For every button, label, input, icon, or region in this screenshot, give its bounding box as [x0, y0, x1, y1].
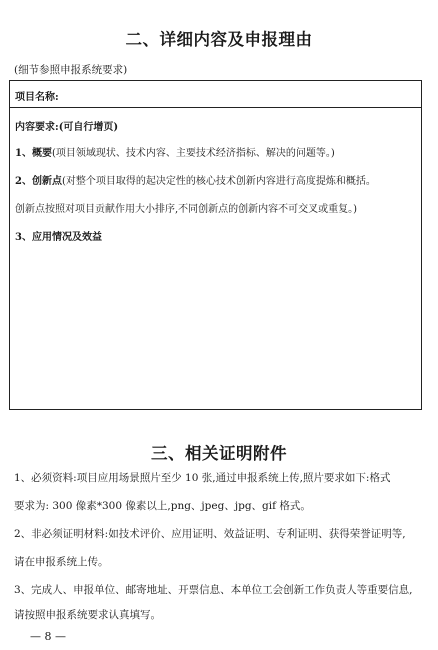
item-1-label: 1、概要: [15, 148, 52, 159]
item-3-label: 3、应用情况及效益: [15, 232, 102, 243]
paragraph-1-line2: 要求为: 300 像素*300 像素以上,png、jpeg、jpg、gif 格式。: [14, 500, 311, 512]
item-1-summary: [15, 144, 335, 159]
section-3-title: 三、相关证明附件: [151, 444, 287, 463]
paragraph-3-line2: 请按照申报系统要求认真填写。: [14, 609, 161, 621]
section-2-note: (细节参照申报系统要求): [14, 64, 128, 76]
item-2-text-line1: (对整个项目取得的起决定性的核心技术创新内容进行高度提炼和概括。: [61, 176, 376, 187]
paragraph-3-line1: 3、完成人、申报单位、邮寄地址、开票信息、本单位工会创新工作负责人等重要信息,: [14, 584, 413, 596]
item-2-text-line2: 创新点按照对项目贡献作用大小排序,不同创新点的创新内容不可交叉或重复。): [15, 204, 358, 215]
paragraph-2-line1: 2、非必须证明材料:如技术评价、应用证明、效益证明、专利证明、获得荣誉证明等,: [14, 528, 406, 540]
paragraph-2-line2: 请在申报系统上传。: [14, 556, 109, 568]
item-2-label: 2、创新点: [15, 176, 62, 187]
item-3-application: [15, 228, 102, 243]
content-requirement-label: 内容要求:(可自行增页): [15, 122, 119, 133]
item-2-innovation: [15, 172, 376, 187]
section-2-title: 二、详细内容及申报理由: [125, 30, 313, 49]
paragraph-1-line1: 1、必须资料:项目应用场景照片至少 10 张,通过申报系统上传,照片要求如下:格式: [14, 472, 391, 484]
content-table: [9, 80, 422, 410]
project-name-label: 项目名称:: [15, 92, 59, 103]
page-number: — 8 —: [30, 630, 66, 643]
project-name-row: [10, 81, 421, 108]
item-1-text: (项目领域现状、技术内容、主要技术经济指标、解决的问题等。): [51, 148, 335, 159]
